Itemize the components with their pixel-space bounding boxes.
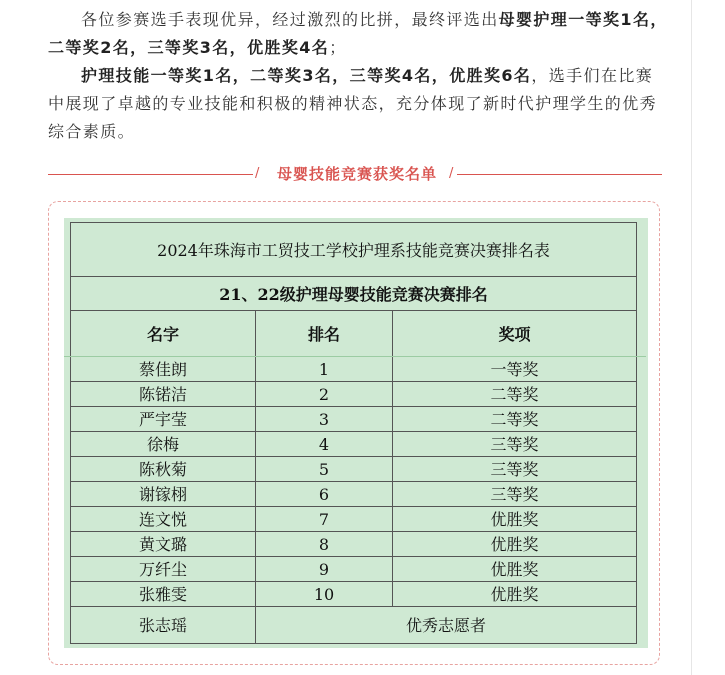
cell-award: 优胜奖 [393,557,637,582]
cell-name: 徐梅 [71,432,256,457]
ranking-table [70,222,637,644]
intro-paragraph-2 [48,62,668,146]
cell-rank: 4 [256,432,393,457]
cell-rank: 8 [256,532,393,557]
cell-rank: 9 [256,557,393,582]
column-header-rank: 排名 [256,311,393,357]
intro-p1-highlight: 母婴护理一等奖1名，二等奖2名，三等奖3名，优胜奖4名 [48,10,668,57]
cell-name: 陈锘洁 [71,382,256,407]
intro-p1-punct: ； [329,38,347,57]
cell-name: 连文悦 [71,507,256,532]
table-row [71,532,637,557]
cell-name: 万纤尘 [71,557,256,582]
table-row [71,482,637,507]
sheet-gridline [64,356,646,357]
cell-award: 三等奖 [393,457,637,482]
intro-p2-text: ，选手们在比赛中展现了卓越的专业技能和积极的精神状态，充分体现了新时代护理学生的优秀综合素质。 [48,66,658,141]
cell-award: 优胜奖 [393,507,637,532]
section-heading [48,163,662,185]
table-title: 2024年珠海市工贸技工学校护理系技能竞赛决赛排名表 [71,223,637,277]
table-row [71,457,637,482]
table-row [71,382,637,407]
intro-paragraph-1 [48,6,668,62]
table-row [71,557,637,582]
cell-award: 二等奖 [393,382,637,407]
cell-award: 三等奖 [393,482,637,507]
intro-p2-highlight: 护理技能一等奖1名，二等奖3名，三等奖4名，优胜奖6名 [81,66,532,85]
cell-name: 张雅雯 [71,582,256,607]
cell-award: 优秀志愿者 [256,607,637,644]
cell-rank: 3 [256,407,393,432]
cell-award: 二等奖 [393,407,637,432]
column-header-award: 奖项 [393,311,637,357]
section-divider-right [457,174,662,175]
page-edge-divider [691,0,692,675]
table-row [71,432,637,457]
intro-p1-text: 各位参赛选手表现优异，经过激烈的比拼，最终评选出 [81,10,499,29]
cell-rank: 2 [256,382,393,407]
cell-name: 严宇莹 [71,407,256,432]
cell-award: 三等奖 [393,432,637,457]
cell-name: 谢镓栩 [71,482,256,507]
cell-rank: 10 [256,582,393,607]
cell-award: 一等奖 [393,357,637,382]
table-subtitle: 21、22级护理母婴技能竞赛决赛排名 [71,277,637,311]
cell-name: 黄文璐 [71,532,256,557]
table-row [71,582,637,607]
spreadsheet-image [64,218,648,648]
slash-decoration-right: / [449,166,454,181]
cell-name: 陈秋菊 [71,457,256,482]
cell-name: 蔡佳朗 [71,357,256,382]
cell-rank: 1 [256,357,393,382]
cell-name: 张志瑶 [71,607,256,644]
cell-rank: 7 [256,507,393,532]
section-divider-left [48,174,253,175]
cell-award: 优胜奖 [393,532,637,557]
cell-award: 优胜奖 [393,582,637,607]
table-row [71,357,637,382]
slash-decoration-left: / [255,166,260,181]
table-row-volunteer [71,607,637,644]
column-header-name: 名字 [71,311,256,357]
table-row [71,507,637,532]
table-row [71,407,637,432]
intro-text [48,6,668,146]
section-title: 母婴技能竞赛获奖名单 [276,165,437,183]
cell-rank: 6 [256,482,393,507]
cell-rank: 5 [256,457,393,482]
